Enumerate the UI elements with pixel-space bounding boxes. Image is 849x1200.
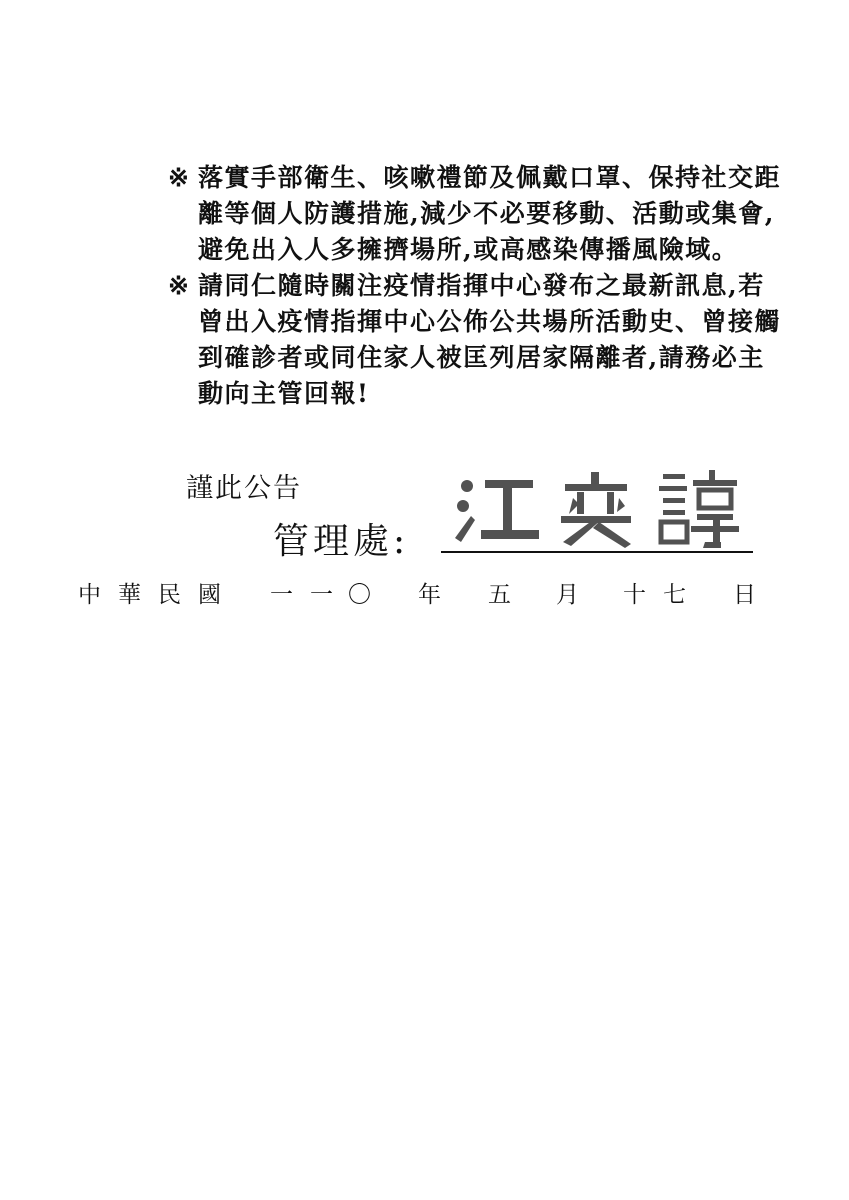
closing-phrase: 謹此公告 (186, 473, 302, 504)
date-day-unit: 日 (733, 582, 756, 608)
date-day-char: 十 (623, 582, 646, 608)
date-year-char: 一 (310, 582, 333, 608)
date-month-unit: 月 (556, 582, 579, 608)
reference-mark: ※ (168, 163, 191, 192)
notice-line: 到確診者或同住家人被匡列居家隔離者,請務必主 (198, 343, 765, 372)
office-label: 管理處: (273, 521, 410, 562)
notice-line: 避免出入人多擁擠場所,或高感染傳播風險域。 (198, 235, 739, 264)
date-era-char: 國 (198, 582, 221, 608)
date-year-char: 〇 (348, 582, 371, 608)
signature-stamp (441, 458, 753, 550)
notice-line: 動向主管回報! (198, 379, 370, 408)
notice-line: 請同仁隨時關注疫情指揮中心發布之最新訊息,若 (198, 271, 765, 300)
date-era-char: 華 (118, 582, 141, 608)
reference-mark: ※ (168, 271, 191, 300)
notice-line: 落實手部衛生、咳嗽禮節及佩戴口罩、保持社交距 (198, 163, 782, 192)
signature-line (441, 551, 753, 553)
notice-line: 曾出入疫情指揮中心公佈公共場所活動史、曾接觸 (198, 307, 782, 336)
notice-line: 離等個人防護措施,減少不必要移動、活動或集會, (198, 199, 775, 228)
date-year-unit: 年 (418, 582, 441, 608)
date-day-char: 七 (663, 582, 686, 608)
date-year-char: 一 (270, 582, 293, 608)
date-month: 五 (488, 582, 511, 608)
date-era-char: 民 (158, 582, 181, 608)
date-era-char: 中 (78, 582, 101, 608)
date-line (78, 576, 758, 612)
